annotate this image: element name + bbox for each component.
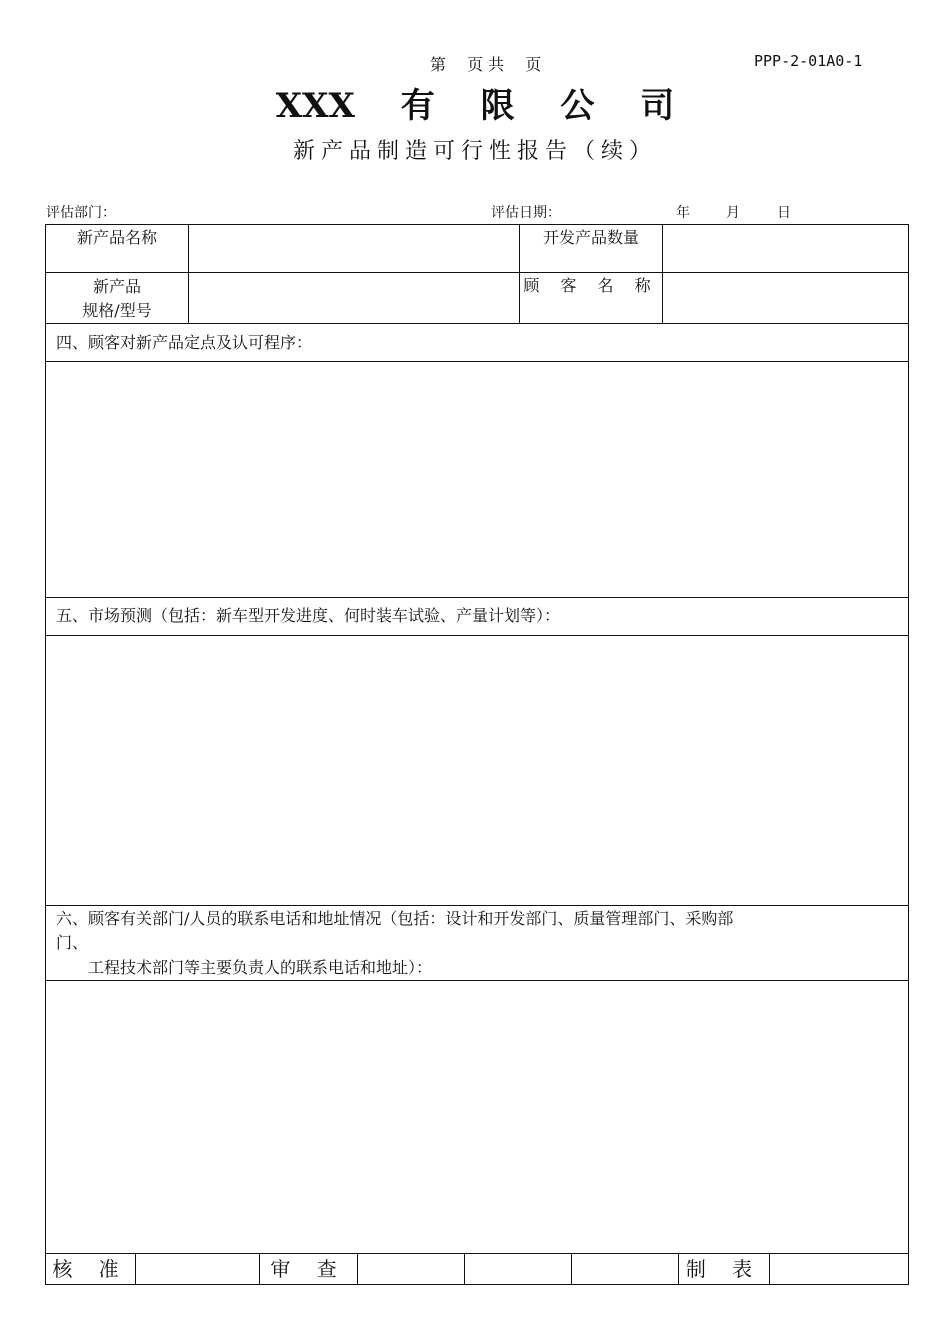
product-spec-label-line1: 新产品 — [92, 277, 141, 296]
row-divider — [45, 1253, 909, 1254]
prepare-signature-field[interactable] — [771, 1255, 907, 1283]
column-divider — [464, 1253, 465, 1285]
column-divider — [135, 1253, 136, 1285]
section-4-content-area[interactable] — [47, 363, 907, 595]
document-code: PPP-2-01A0-1 — [754, 52, 863, 70]
day-label: 日 — [777, 205, 791, 221]
dev-quantity-label: 开发产品数量 — [542, 228, 639, 247]
evaluation-dept-label: 评估部门： — [46, 205, 116, 221]
signature-blank-field[interactable] — [573, 1255, 677, 1283]
row-divider — [45, 361, 909, 362]
column-divider — [188, 224, 189, 324]
section-5-content-area[interactable] — [47, 637, 907, 903]
table-border-left — [45, 224, 46, 1285]
column-divider — [571, 1253, 572, 1285]
year-label: 年 — [676, 205, 690, 221]
product-name-label: 新产品名称 — [76, 228, 157, 247]
column-divider — [662, 224, 663, 324]
row-divider — [45, 323, 909, 324]
review-signature-field[interactable] — [359, 1255, 463, 1283]
review-label: 审 查 — [270, 1257, 347, 1281]
evaluation-date-label: 评估日期： — [491, 205, 561, 221]
product-spec-label-line2: 规格/型号 — [82, 301, 152, 320]
table-border-bottom — [45, 1284, 909, 1285]
section-5-title: 五、市场预测（包括：新车型开发进度、何时装车试验、产量计划等）： — [56, 606, 561, 625]
row-divider — [45, 597, 909, 598]
row-divider — [45, 272, 909, 273]
section-6-title-line3: 工程技术部门等主要负责人的联系电话和地址）： — [56, 958, 433, 977]
row-divider — [45, 635, 909, 636]
prepare-label: 制 表 — [685, 1257, 763, 1281]
product-spec-field[interactable] — [190, 275, 518, 321]
table-border-right — [908, 224, 909, 1285]
month-label: 月 — [726, 205, 740, 221]
column-divider — [769, 1253, 770, 1285]
row-divider — [45, 905, 909, 906]
section-6-title-line1: 六、顾客有关部门/人员的联系电话和地址情况（包括：设计和开发部门、质量管理部门、采购部 — [56, 909, 734, 928]
row-divider — [45, 980, 909, 981]
company-title: XXX 有 限 公 司 — [275, 86, 675, 126]
approve-signature-field[interactable] — [137, 1255, 258, 1283]
section-6-title-line2: 门、 — [56, 933, 89, 952]
column-divider — [357, 1253, 358, 1285]
product-name-field[interactable] — [190, 226, 518, 270]
page-info: 第 页 共 页 — [430, 55, 542, 74]
dev-quantity-field[interactable] — [664, 226, 907, 270]
section-4-title: 四、顾客对新产品定点及认可程序： — [56, 333, 313, 352]
report-title: 新产品制造可行性报告（续） — [292, 139, 657, 164]
approve-label: 核 准 — [52, 1257, 129, 1281]
table-border-top — [45, 224, 909, 225]
signature-blank-field[interactable] — [466, 1255, 570, 1283]
customer-name-label: 顾 客 名 称 — [523, 276, 659, 295]
report-form-table — [45, 224, 909, 1285]
customer-name-field[interactable] — [664, 275, 907, 321]
section-6-content-area[interactable] — [47, 982, 907, 1251]
